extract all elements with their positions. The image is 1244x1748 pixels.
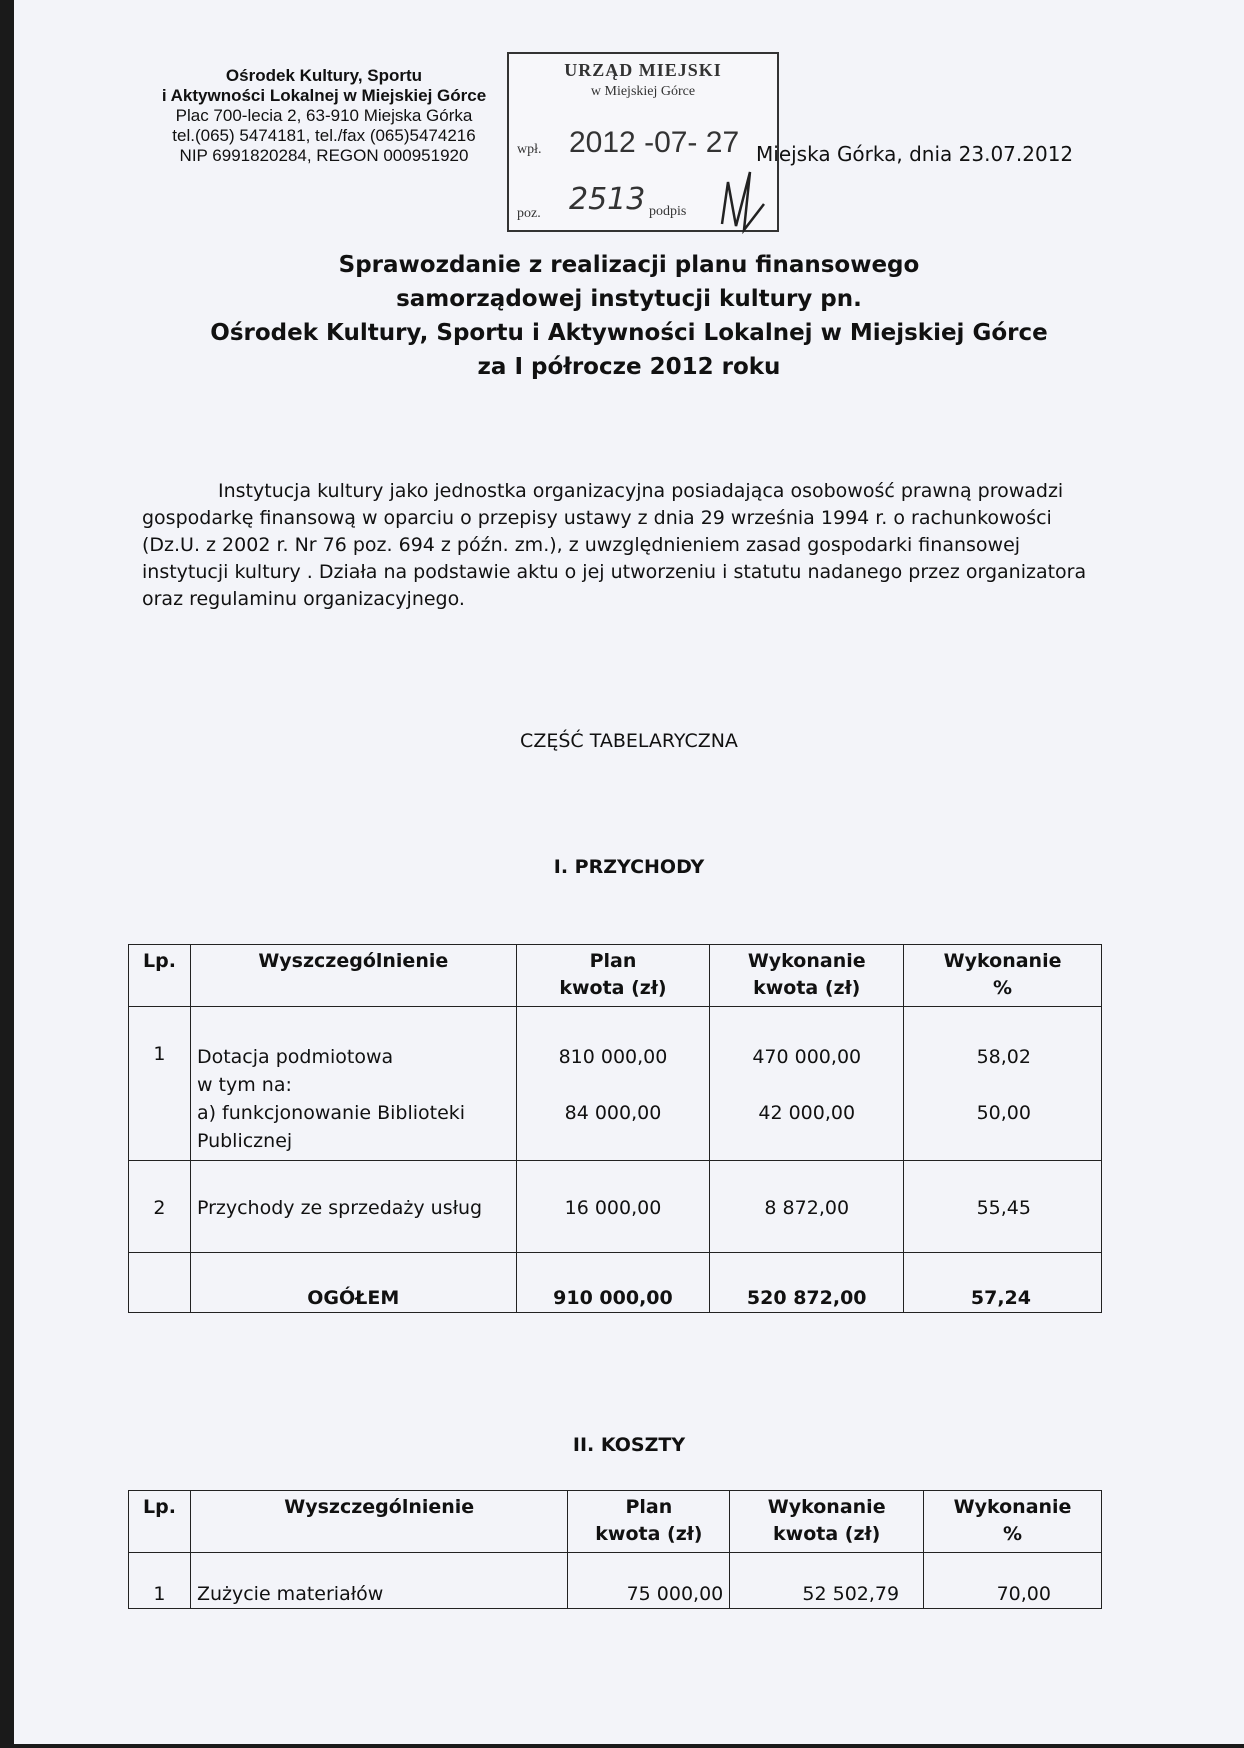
cell-lp: 2 bbox=[129, 1161, 191, 1253]
title-line3: Ośrodek Kultury, Sportu i Aktywności Lokalnej w Miejskiej Górce bbox=[210, 320, 1048, 346]
intro-text: Instytucja kultury jako jednostka organizacyjna posiadająca osobowość prawną prowadzi gospodarkę finansową w oparciu o przepisy ustawy z dnia 29 września 1994 r. o rachunkowości (Dz.U. z 2002 r. Nr 76 poz. 694 z późn. zm.), z uwzględnieniem zasad gospodarki finansowej instytucji kultury . Działa na podstawie aktu o jej utworzeniu i statutu nadanego przez organizatora oraz regulaminu organizacyjnego. bbox=[142, 480, 1087, 610]
cell-exec: 8 872,00 bbox=[710, 1161, 904, 1253]
header-pct: Wykonanie % bbox=[904, 945, 1102, 1007]
place-date-line: Miejska Górka, dnia 23.07.2012 bbox=[756, 142, 1074, 166]
institution-header bbox=[144, 66, 504, 166]
cell-exec: 470 000,00 42 000,00 bbox=[710, 1007, 904, 1161]
stamp-podpis-label: podpis bbox=[649, 204, 687, 219]
header-item: Wyszczególnienie bbox=[190, 1491, 568, 1553]
header-exec: Wykonanie kwota (zł) bbox=[730, 1491, 924, 1553]
title-line4: za I półrocze 2012 roku bbox=[477, 354, 781, 380]
header-item: Wyszczególnienie bbox=[190, 945, 516, 1007]
costs-heading: II. KOSZTY bbox=[572, 1434, 686, 1456]
income-heading: I. PRZYCHODY bbox=[553, 856, 705, 878]
table-header-row bbox=[129, 1491, 1102, 1553]
header-pct: Wykonanie % bbox=[924, 1491, 1102, 1553]
cell-item: Przychody ze sprzedaży usług bbox=[190, 1161, 516, 1253]
stamp-number: 2513 bbox=[569, 182, 646, 217]
title-line2: samorządowej instytucji kultury pn. bbox=[396, 286, 862, 312]
institution-phone: tel.(065) 5474181, tel./fax (065)5474216 bbox=[172, 126, 476, 145]
costs-table bbox=[128, 1490, 1102, 1609]
table-total-row bbox=[129, 1253, 1102, 1313]
stamp-date: 2012 -07- 27 bbox=[569, 126, 740, 159]
handwritten-signature bbox=[714, 164, 774, 234]
cell-plan: 16 000,00 bbox=[516, 1161, 710, 1253]
total-label: OGÓŁEM bbox=[190, 1253, 516, 1313]
stamp-title: URZĄD MIEJSKI bbox=[564, 60, 722, 80]
cell-item: Dotacja podmiotowa w tym na: a) funkcjonowanie Biblioteki Publicznej bbox=[190, 1007, 516, 1161]
header-exec: Wykonanie kwota (zł) bbox=[710, 945, 904, 1007]
stamp-poz-label: poz. bbox=[517, 206, 541, 221]
total-pct: 57,24 bbox=[904, 1253, 1102, 1313]
income-table bbox=[128, 944, 1102, 1313]
stamp-wpl-label: wpł. bbox=[517, 142, 542, 157]
institution-name-line1: Ośrodek Kultury, Sportu bbox=[225, 66, 423, 85]
report-title bbox=[14, 248, 1244, 384]
cell-pct: 58,02 50,00 bbox=[904, 1007, 1102, 1161]
cell-lp: 1 bbox=[129, 1553, 191, 1609]
table-row bbox=[129, 1007, 1102, 1161]
institution-name-line2: i Aktywności Lokalnej w Miejskiej Górce bbox=[161, 86, 487, 105]
intro-paragraph bbox=[142, 478, 1102, 613]
cell-item: Zużycie materiałów bbox=[190, 1553, 568, 1609]
total-exec: 520 872,00 bbox=[710, 1253, 904, 1313]
header-lp: Lp. bbox=[129, 1491, 191, 1553]
cell-plan: 75 000,00 bbox=[568, 1553, 730, 1609]
cell-lp: 1 bbox=[129, 1007, 191, 1161]
cell-pct: 55,45 bbox=[904, 1161, 1102, 1253]
stamp-subtitle: w Miejskiej Górce bbox=[590, 84, 696, 99]
registry-stamp bbox=[507, 52, 779, 232]
institution-ids: NIP 6991820284, REGON 000951920 bbox=[179, 146, 469, 165]
institution-address: Plac 700-lecia 2, 63-910 Miejska Górka bbox=[175, 106, 473, 125]
header-lp: Lp. bbox=[129, 945, 191, 1007]
cell-pct: 70,00 bbox=[924, 1553, 1102, 1609]
total-plan: 910 000,00 bbox=[516, 1253, 710, 1313]
section-tabular-heading: CZĘŚĆ TABELARYCZNA bbox=[520, 730, 738, 752]
header-plan: Plan kwota (zł) bbox=[568, 1491, 730, 1553]
table-header-row bbox=[129, 945, 1102, 1007]
table-row bbox=[129, 1553, 1102, 1609]
title-line1: Sprawozdanie z realizacji planu finansowego bbox=[338, 252, 920, 278]
document-page bbox=[14, 0, 1244, 1744]
header-plan: Plan kwota (zł) bbox=[516, 945, 710, 1007]
cell-exec: 52 502,79 bbox=[730, 1553, 924, 1609]
table-row bbox=[129, 1161, 1102, 1253]
cell-plan: 810 000,00 84 000,00 bbox=[516, 1007, 710, 1161]
